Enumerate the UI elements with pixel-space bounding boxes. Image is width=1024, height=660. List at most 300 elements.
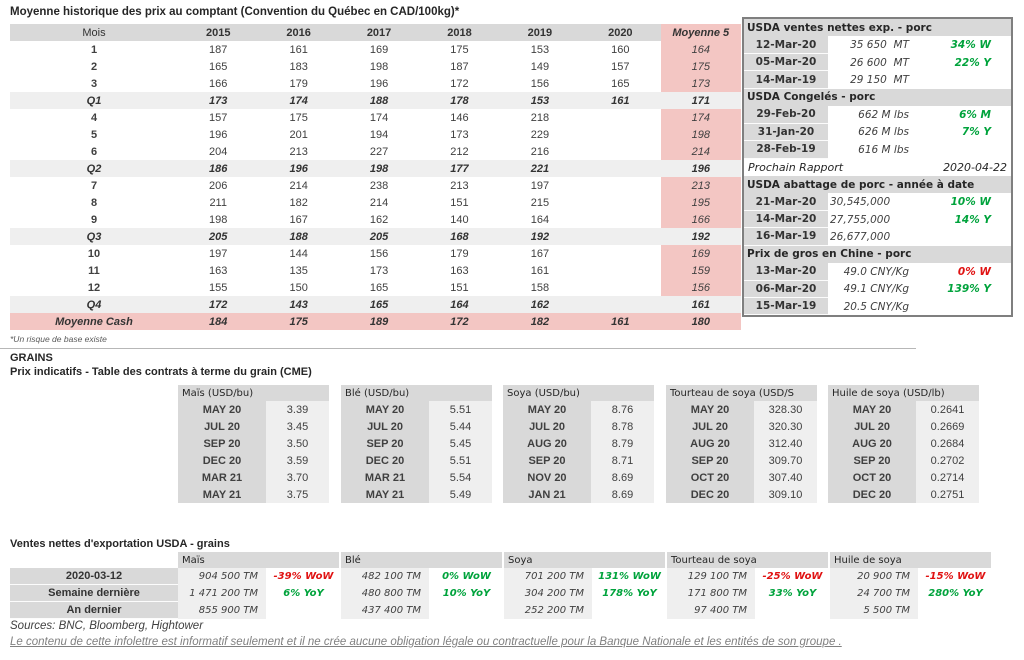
contract-month: SEP 20 xyxy=(828,452,916,469)
futures-row xyxy=(178,418,329,435)
price-cell: 135 xyxy=(289,264,308,277)
export-change-cell: 6% YoY xyxy=(283,588,324,599)
spot-row-q4 xyxy=(10,296,741,313)
futures-row xyxy=(341,418,492,435)
next-report-date: 2020-04-22 xyxy=(943,160,1007,174)
price-cell: 161 xyxy=(580,92,660,109)
avg-cell: 169 xyxy=(661,245,741,262)
contract-month: SEP 20 xyxy=(178,435,266,452)
futures-row xyxy=(341,401,492,418)
panel-section-header: USDA abattage de porc - année à date xyxy=(744,176,1011,193)
contract-price: 5.51 xyxy=(429,452,492,469)
spot-row-9 xyxy=(10,211,741,228)
export-change-cell: 280% YoY xyxy=(928,588,983,599)
report-value: 27,755,000 xyxy=(830,213,891,226)
avg-cell: 159 xyxy=(661,262,741,279)
export-change-cell: -39% WoW xyxy=(273,571,334,582)
price-cell: 162 xyxy=(500,296,580,313)
export-value-cell: 482 100 TM xyxy=(341,568,429,585)
price-cell: 198 xyxy=(339,160,419,177)
price-cell xyxy=(580,296,660,313)
cme-table-title: Prix indicatifs - Table des contrats à terme du grain (CME) xyxy=(10,366,312,378)
price-cell: 165 xyxy=(209,60,228,73)
contract-price: 309.10 xyxy=(754,486,817,503)
price-cell: 151 xyxy=(450,196,469,209)
futures-table-header: Maïs (USD/bu) xyxy=(178,385,329,401)
price-cell: 175 xyxy=(289,111,308,124)
report-date: 21-Mar-20 xyxy=(744,193,828,210)
futures-row xyxy=(828,401,979,418)
price-cell: 204 xyxy=(209,145,228,158)
price-cell: 188 xyxy=(339,92,419,109)
spot-table-title: Moyenne historique des prix au comptant (Convention du Québec en CAD/100kg)* xyxy=(10,6,460,18)
futures-row xyxy=(666,435,817,452)
contract-month: JAN 21 xyxy=(503,486,591,503)
price-cell: 168 xyxy=(419,228,499,245)
report-change: 34% W xyxy=(950,39,991,52)
disclaimer-line: Le contenu de cette infolettre est informatif seulement et il ne crée aucune obligation légale ou contractuelle pour la Banque Nationale et les entités de son groupe . xyxy=(10,636,842,648)
price-cell xyxy=(580,211,660,228)
futures-row xyxy=(828,435,979,452)
price-cell: 192 xyxy=(500,228,580,245)
report-value: 49.1 CNY/Kg xyxy=(843,283,909,296)
row-label: Q4 xyxy=(10,296,178,313)
spot-col-header: 2016 xyxy=(258,24,338,41)
price-cell: 201 xyxy=(289,128,308,141)
exports-data-row xyxy=(10,602,993,619)
price-cell: 196 xyxy=(258,160,338,177)
contract-month: SEP 20 xyxy=(666,452,754,469)
price-cell: 173 xyxy=(450,128,469,141)
row-label: 4 xyxy=(90,111,98,124)
price-cell xyxy=(580,228,660,245)
price-cell: 178 xyxy=(419,92,499,109)
spot-price-table xyxy=(10,24,741,330)
row-label: 8 xyxy=(90,196,98,209)
futures-row xyxy=(503,401,654,418)
export-value-cell: 20 900 TM xyxy=(830,568,918,585)
spot-row-7 xyxy=(10,177,741,194)
futures-table-3 xyxy=(666,385,817,503)
contract-month: JUL 20 xyxy=(503,418,591,435)
spot-row-3 xyxy=(10,75,741,92)
contract-month: MAY 20 xyxy=(828,401,916,418)
contract-price: 3.75 xyxy=(266,486,329,503)
futures-table-4 xyxy=(828,385,979,503)
price-cell xyxy=(580,143,660,160)
price-cell: 196 xyxy=(369,77,389,90)
row-label: 9 xyxy=(90,213,98,226)
price-cell: 211 xyxy=(209,196,227,209)
export-value-cell: 1 471 200 TM xyxy=(178,585,266,602)
price-cell: 189 xyxy=(339,313,419,330)
price-cell: 205 xyxy=(178,228,258,245)
contract-month: AUG 20 xyxy=(828,435,916,452)
price-cell: 184 xyxy=(178,313,258,330)
price-cell: 229 xyxy=(530,128,550,141)
avg-cell: 175 xyxy=(661,58,741,75)
contract-price: 328.30 xyxy=(754,401,817,418)
futures-table-header: Huile de soya (USD/lb) xyxy=(828,385,979,401)
spot-col-header: 2019 xyxy=(500,24,580,41)
price-cell: 165 xyxy=(339,296,419,313)
export-change-cell: 33% YoY xyxy=(768,588,817,599)
futures-row xyxy=(828,486,979,503)
price-cell: 158 xyxy=(530,281,550,294)
report-value: 616 M lbs xyxy=(858,143,909,156)
futures-row xyxy=(341,452,492,469)
contract-month: JUL 20 xyxy=(666,418,754,435)
pork-reports-panel xyxy=(742,17,1013,317)
price-cell: 187 xyxy=(209,43,228,56)
contract-price: 8.69 xyxy=(591,469,654,486)
export-value-cell: 24 700 TM xyxy=(830,585,918,602)
price-cell: 173 xyxy=(178,92,258,109)
panel-section-header: Prix de gros en Chine - porc xyxy=(744,246,1011,263)
price-cell: 173 xyxy=(369,264,389,277)
contract-price: 3.45 xyxy=(266,418,329,435)
spot-row-5 xyxy=(10,126,741,143)
contract-price: 8.71 xyxy=(591,452,654,469)
spot-row-q1 xyxy=(10,92,741,109)
price-cell: 160 xyxy=(611,43,630,56)
report-date: 29-Feb-20 xyxy=(744,106,828,123)
price-cell: 167 xyxy=(530,247,550,260)
spot-row-11 xyxy=(10,262,741,279)
price-cell: 165 xyxy=(611,77,630,90)
price-cell: 172 xyxy=(450,77,469,90)
contract-month: MAR 21 xyxy=(341,469,429,486)
panel-data-row xyxy=(744,54,1011,71)
contract-month: JUL 20 xyxy=(341,418,429,435)
contract-month: SEP 20 xyxy=(503,452,591,469)
futures-row xyxy=(341,469,492,486)
export-value-cell: 904 500 TM xyxy=(178,568,266,585)
price-cell: 205 xyxy=(339,228,419,245)
export-product-header: Soya xyxy=(504,552,667,568)
export-value-cell: 304 200 TM xyxy=(504,585,592,602)
futures-row xyxy=(666,486,817,503)
avg-cell: 174 xyxy=(661,109,741,126)
contract-price: 320.30 xyxy=(754,418,817,435)
futures-row xyxy=(503,469,654,486)
exports-row-label: 2020-03-12 xyxy=(10,568,178,585)
export-product-header: Maïs xyxy=(178,552,341,568)
price-cell: 157 xyxy=(209,111,228,124)
spot-row-8 xyxy=(10,194,741,211)
futures-row xyxy=(341,486,492,503)
price-cell: 175 xyxy=(450,43,469,56)
price-cell: 227 xyxy=(369,145,389,158)
price-cell: 155 xyxy=(209,281,228,294)
export-product-header: Huile de soya xyxy=(830,552,993,568)
price-cell: 167 xyxy=(289,213,308,226)
price-cell xyxy=(580,126,660,143)
contract-price: 312.40 xyxy=(754,435,817,452)
contract-price: 0.2669 xyxy=(916,418,979,435)
avg-cell: 196 xyxy=(661,160,741,177)
spot-col-header: 2018 xyxy=(419,24,499,41)
price-cell: 161 xyxy=(580,313,660,330)
report-date: 12-Mar-20 xyxy=(744,36,828,53)
futures-table-header: Soya (USD/bu) xyxy=(503,385,654,401)
contract-price: 8.76 xyxy=(591,401,654,418)
contract-month: NOV 20 xyxy=(503,469,591,486)
report-value: 20.5 CNY/Kg xyxy=(843,300,909,313)
contract-price: 0.2702 xyxy=(916,452,979,469)
futures-row xyxy=(503,418,654,435)
exports-header-spacer xyxy=(10,552,178,568)
report-date: 31-Jan-20 xyxy=(744,124,828,141)
price-cell: 156 xyxy=(369,247,389,260)
panel-section-header: USDA ventes nettes exp. - porc xyxy=(744,19,1011,36)
price-cell: 163 xyxy=(450,264,469,277)
row-label: 1 xyxy=(90,43,98,56)
price-cell: 213 xyxy=(450,179,469,192)
futures-table-header: Tourteau de soya (USD/S xyxy=(666,385,817,401)
row-label: Q3 xyxy=(10,228,178,245)
report-date: 14-Mar-20 xyxy=(744,211,828,228)
report-date: 14-Mar-19 xyxy=(744,71,828,88)
spot-row-q3 xyxy=(10,228,741,245)
contract-month: OCT 20 xyxy=(666,469,754,486)
export-change-cell xyxy=(429,602,504,619)
panel-section-header: USDA Congelés - porc xyxy=(744,89,1011,106)
contract-price: 307.40 xyxy=(754,469,817,486)
futures-row xyxy=(178,452,329,469)
price-cell: 186 xyxy=(178,160,258,177)
report-change: 22% Y xyxy=(954,56,991,69)
export-value-cell: 5 500 TM xyxy=(830,602,918,619)
price-cell: 214 xyxy=(289,179,308,192)
report-value: 49.0 CNY/Kg xyxy=(843,265,909,278)
export-change-cell: 131% WoW xyxy=(598,571,661,582)
export-value-cell: 701 200 TM xyxy=(504,568,592,585)
futures-row xyxy=(341,435,492,452)
price-cell: 218 xyxy=(530,111,550,124)
contract-price: 0.2714 xyxy=(916,469,979,486)
futures-row xyxy=(828,452,979,469)
futures-table-0 xyxy=(178,385,329,503)
avg-cell: 192 xyxy=(661,228,741,245)
price-cell: 149 xyxy=(530,60,550,73)
price-cell: 213 xyxy=(289,145,308,158)
avg-cell: 214 xyxy=(661,143,741,160)
price-cell: 172 xyxy=(419,313,499,330)
export-change-cell xyxy=(755,602,830,619)
contract-month: MAY 20 xyxy=(666,401,754,418)
report-change: 6% M xyxy=(959,108,991,121)
row-label: 3 xyxy=(90,77,98,90)
exports-data-row xyxy=(10,585,993,602)
price-cell: 172 xyxy=(178,296,258,313)
price-cell: 212 xyxy=(450,145,469,158)
sources-line: Sources: BNC, Bloomberg, Hightower xyxy=(10,620,204,632)
report-value: 35 650 MT xyxy=(850,39,909,52)
avg-cell: 213 xyxy=(661,177,741,194)
price-cell: 182 xyxy=(289,196,308,209)
panel-data-row xyxy=(744,71,1011,88)
futures-row xyxy=(666,469,817,486)
avg-cell: 195 xyxy=(661,194,741,211)
report-change: 10% W xyxy=(950,196,991,209)
avg-cell: 173 xyxy=(661,75,741,92)
spot-row-1 xyxy=(10,41,741,58)
report-value: 29 150 MT xyxy=(850,74,909,87)
contract-price: 8.79 xyxy=(591,435,654,452)
spot-row-2 xyxy=(10,58,741,75)
price-cell: 175 xyxy=(258,313,338,330)
futures-row xyxy=(178,401,329,418)
futures-row xyxy=(178,486,329,503)
report-value: 30,545,000 xyxy=(830,196,891,209)
price-cell: 144 xyxy=(289,247,308,260)
contract-month: MAY 21 xyxy=(178,486,266,503)
row-label: 5 xyxy=(90,128,98,141)
row-label: Moyenne Cash xyxy=(10,313,178,330)
contract-price: 3.50 xyxy=(266,435,329,452)
contract-month: OCT 20 xyxy=(828,469,916,486)
panel-data-row xyxy=(744,211,1011,228)
price-cell: 163 xyxy=(209,264,228,277)
exports-table xyxy=(10,552,993,619)
futures-row xyxy=(828,469,979,486)
export-change-cell xyxy=(592,602,667,619)
price-cell: 198 xyxy=(369,60,389,73)
price-cell: 146 xyxy=(450,111,469,124)
futures-row xyxy=(178,435,329,452)
price-cell: 162 xyxy=(369,213,389,226)
contract-month: DEC 20 xyxy=(666,486,754,503)
futures-table-1 xyxy=(341,385,492,503)
contract-month: MAY 21 xyxy=(341,486,429,503)
contract-month: JUL 20 xyxy=(178,418,266,435)
report-date: 15-Mar-19 xyxy=(744,298,828,315)
avg-cell: 161 xyxy=(661,296,741,313)
row-label: 6 xyxy=(90,145,98,158)
report-value: 26 600 MT xyxy=(850,56,909,69)
report-date: 28-Feb-19 xyxy=(744,141,828,158)
row-label: 11 xyxy=(88,264,100,277)
row-label: 12 xyxy=(87,281,101,294)
price-cell: 197 xyxy=(209,247,228,260)
price-cell: 153 xyxy=(500,92,580,109)
futures-row xyxy=(666,401,817,418)
spot-table-header-row xyxy=(10,24,741,41)
price-cell: 165 xyxy=(369,281,389,294)
contract-month: AUG 20 xyxy=(666,435,754,452)
export-value-cell: 171 800 TM xyxy=(667,585,755,602)
futures-table-2 xyxy=(503,385,654,503)
panel-data-row xyxy=(744,263,1011,280)
spot-row-10 xyxy=(10,245,741,262)
avg-cell: 180 xyxy=(661,313,741,330)
spot-row-12 xyxy=(10,279,741,296)
panel-data-row xyxy=(744,298,1011,315)
contract-price: 0.2641 xyxy=(916,401,979,418)
report-change: 14% Y xyxy=(954,213,991,226)
price-cell: 150 xyxy=(289,281,308,294)
price-cell: 238 xyxy=(369,179,389,192)
spot-col-header: Mois xyxy=(10,24,178,41)
spot-col-header: 2020 xyxy=(580,24,660,41)
price-cell: 164 xyxy=(419,296,499,313)
panel-data-row xyxy=(744,281,1011,298)
avg-cell: 164 xyxy=(661,41,741,58)
price-cell xyxy=(580,160,660,177)
price-cell: 156 xyxy=(530,77,550,90)
price-cell: 174 xyxy=(369,111,389,124)
futures-row xyxy=(828,418,979,435)
futures-row xyxy=(503,486,654,503)
export-value-cell: 252 200 TM xyxy=(504,602,592,619)
exports-title: Ventes nettes d'exportation USDA - grains xyxy=(10,538,230,550)
export-value-cell: 437 400 TM xyxy=(341,602,429,619)
report-date: 06-Mar-20 xyxy=(744,281,828,298)
export-change-cell: 0% WoW xyxy=(442,571,491,582)
price-cell xyxy=(580,262,660,279)
report-value: 26,677,000 xyxy=(830,230,891,243)
avg-cell: 156 xyxy=(661,279,741,296)
report-value: 662 M lbs xyxy=(858,108,909,121)
spot-col-header: Moyenne 5 xyxy=(661,24,741,41)
contract-month: MAY 20 xyxy=(341,401,429,418)
export-change-cell: 10% YoY xyxy=(442,588,491,599)
panel-data-row xyxy=(744,36,1011,53)
contract-month: AUG 20 xyxy=(503,435,591,452)
price-cell: 151 xyxy=(450,281,469,294)
price-cell: 153 xyxy=(530,43,550,56)
exports-row-label: Semaine dernière xyxy=(10,585,178,602)
price-cell: 140 xyxy=(450,213,469,226)
contract-price: 5.54 xyxy=(429,469,492,486)
panel-data-row xyxy=(744,193,1011,210)
spot-col-header: 2017 xyxy=(339,24,419,41)
futures-table-header: Blé (USD/bu) xyxy=(341,385,492,401)
spot-row-4 xyxy=(10,109,741,126)
contract-price: 309.70 xyxy=(754,452,817,469)
contract-month: SEP 20 xyxy=(341,435,429,452)
base-risk-footnote: *Un risque de base existe xyxy=(10,334,107,344)
contract-price: 5.45 xyxy=(429,435,492,452)
price-cell: 198 xyxy=(209,213,228,226)
price-cell: 215 xyxy=(530,196,550,209)
export-value-cell: 97 400 TM xyxy=(667,602,755,619)
spot-row-q2 xyxy=(10,160,741,177)
contract-month: MAY 20 xyxy=(503,401,591,418)
export-change-cell: 178% YoY xyxy=(602,588,657,599)
row-label: 2 xyxy=(90,60,98,73)
report-change: 7% Y xyxy=(961,126,991,139)
price-cell: 179 xyxy=(289,77,308,90)
spot-row-moyenne-cash xyxy=(10,313,741,330)
panel-data-row xyxy=(744,228,1011,245)
price-cell: 164 xyxy=(530,213,550,226)
futures-row xyxy=(178,469,329,486)
price-cell: 177 xyxy=(419,160,499,177)
next-report-row xyxy=(744,159,1011,176)
price-cell xyxy=(580,109,660,126)
contract-price: 3.39 xyxy=(266,401,329,418)
price-cell: 194 xyxy=(369,128,389,141)
price-cell xyxy=(580,194,660,211)
section-divider xyxy=(0,348,916,349)
avg-cell: 198 xyxy=(661,126,741,143)
price-cell: 157 xyxy=(611,60,630,73)
futures-row xyxy=(503,435,654,452)
price-cell: 161 xyxy=(289,43,308,56)
price-cell: 196 xyxy=(209,128,228,141)
